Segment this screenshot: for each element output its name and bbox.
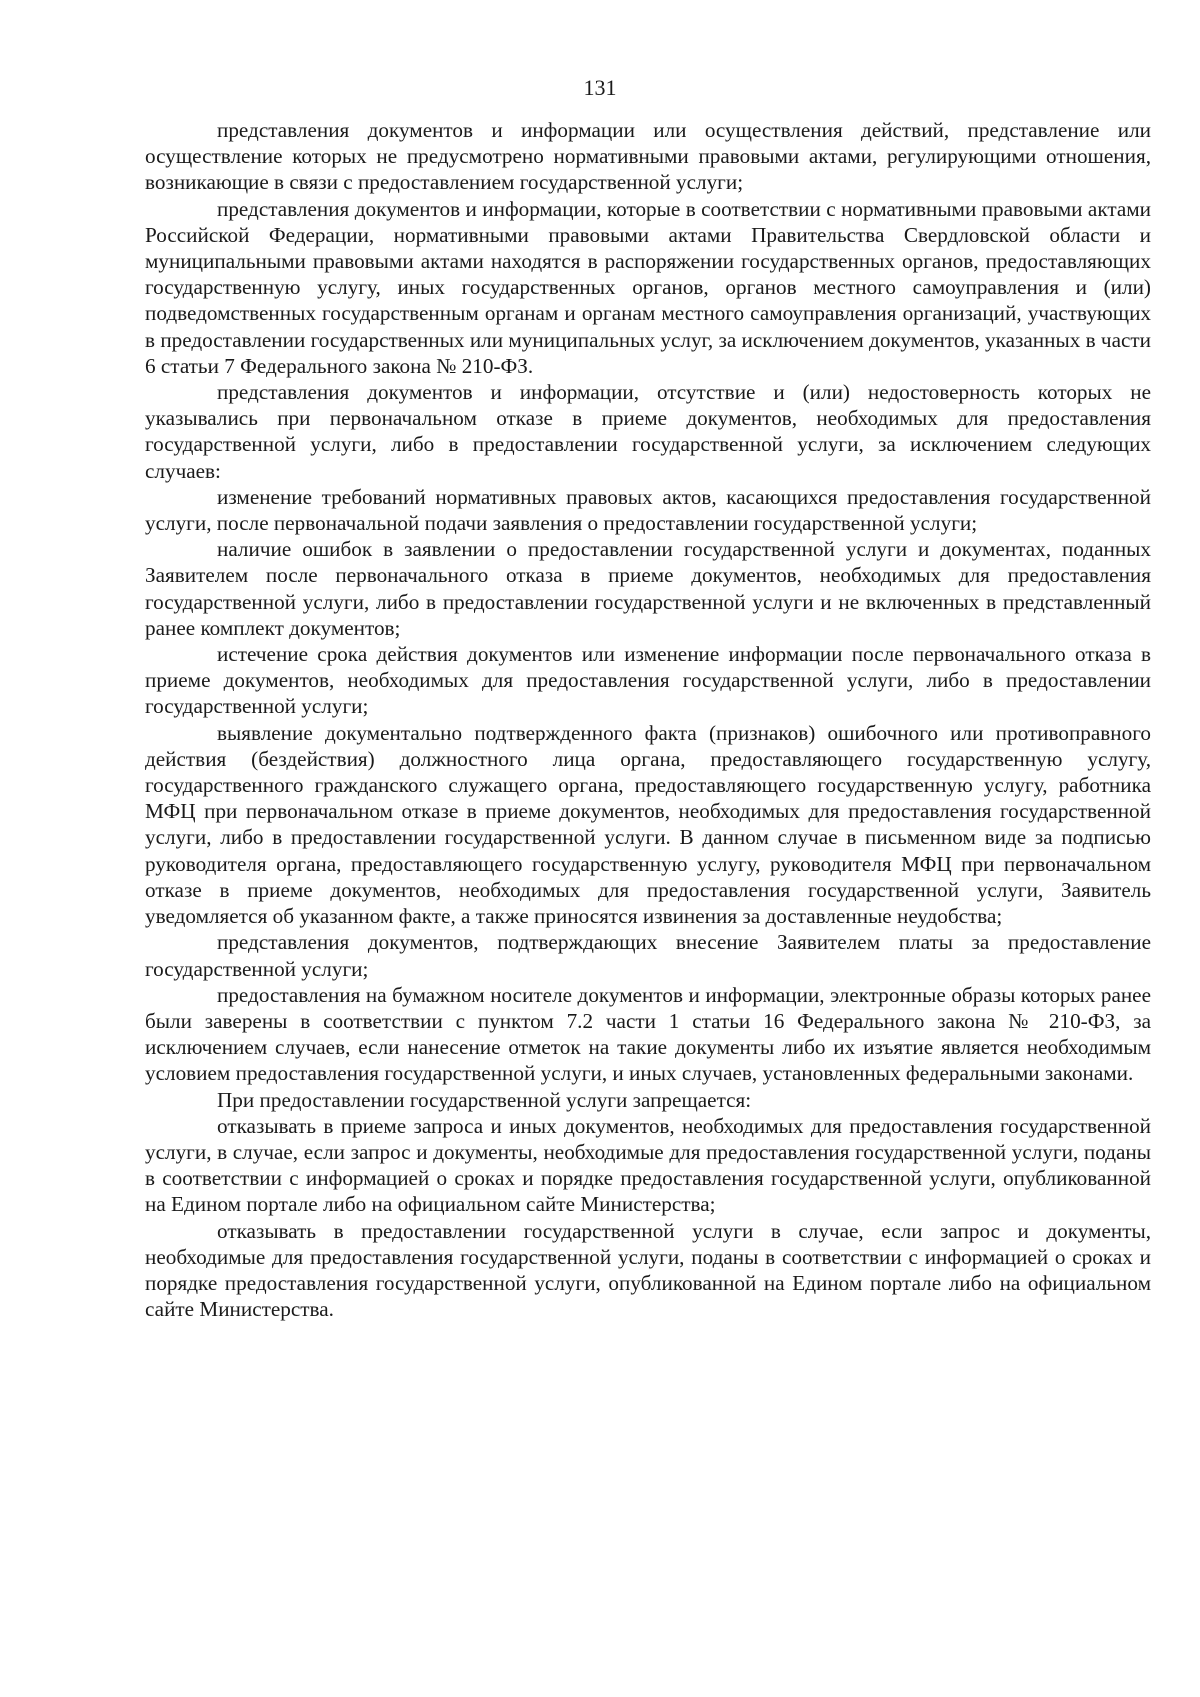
paragraph-3: представления документов и информации, отсутствие и (или) недостоверность которых не указывались при первоначальном отказе в приеме документов, необходимых для предоставления государственной услуги, либо в предоставлении государственной услуги, за исключением следующих случаев: [145, 380, 1151, 483]
paragraph-8: представления документов, подтверждающих внесение Заявителем платы за предоставление государственной услуги; [145, 930, 1151, 981]
page-number: 131 [583, 75, 617, 100]
paragraph-10: При предоставлении государственной услуги запрещается: [217, 1087, 752, 1112]
paragraph-7: выявление документально подтвержденного факта (признаков) ошибочного или противоправного действия (бездействия) должностного лица органа, предоставляющего государственную услугу, государственного гражданского служащего органа, предоставляющего государственную услугу, работника МФЦ при первоначальном отказе в приеме документов, необходимых для предоставления государственной услуги, либо в предоставлении государственной услуги. В данном случае в письменном виде за подписью руководителя органа, предоставляющего государственную услугу, руководителя МФЦ при первоначальном отказе в приеме документов, необходимых для предоставления государственной услуги, Заявитель уведомляется об указанном факте, а также приносятся извинения за доставленные неудобства; [145, 720, 1151, 929]
paragraph-11: отказывать в приеме запроса и иных документов, необходимых для предоставления государственной услуги, в случае, если запрос и документы, необходимые для предоставления государственной услуги, поданы в соответствии с информацией о сроках и порядке предоставления государственной услуги, опубликованной на Едином портале либо на официальном сайте Министерства; [145, 1113, 1151, 1217]
paragraph-12: отказывать в предоставлении государственной услуги в случае, если запрос и документы, необходимые для предоставления государственной услуги, поданы в соответствии с информацией о сроках и порядке предоставления государственной услуги, опубликованной на Едином портале либо на официальном сайте Министерства. [145, 1218, 1151, 1322]
paragraph-9: предоставления на бумажном носителе документов и информации, электронные образы которых ранее были заверены в соответствии с пунктом 7.2 части 1 статьи 16 Федерального закона № 210-ФЗ, за исключением случаев, если нанесение отметок на такие документы либо их изъятие является необходимым условием предоставления государственной услуги, и иных случаев, установленных федеральными законами. [145, 982, 1151, 1086]
paragraph-2: представления документов и информации, которые в соответствии с нормативными правовыми актами Российской Федерации, нормативными правовыми актами Правительства Свердловской области и муниципальными правовыми актами находятся в распоряжении государственных органов, предоставляющих государственную услугу, иных государственных органов, органов местного самоуправления и (или) подведомственных государственным органам и органам местного самоуправления организаций, участвующих в предоставлении государственных или муниципальных услуг, за исключением документов, указанных в части 6 статьи 7 Федерального закона № 210-ФЗ. [145, 196, 1151, 378]
document-body [145, 117, 1151, 1322]
paragraph-6: истечение срока действия документов или изменение информации после первоначального отказа в приеме документов, необходимых для предоставления государственной услуги, либо в предоставлении государственной услуги; [145, 642, 1151, 719]
paragraph-5: наличие ошибок в заявлении о предоставлении государственной услуги и документах, поданных Заявителем после первоначального отказа в приеме документов, необходимых для предоставления государственной услуги, либо в предоставлении государственной услуги и не включенных в представленный ранее комплект документов; [145, 537, 1151, 640]
paragraph-1: представления документов и информации или осуществления действий, представление или осуществление которых не предусмотрено нормативными правовыми актами, регулирующими отношения, возникающие в связи с предоставлением государственной услуги; [145, 118, 1151, 195]
paragraph-4: изменение требований нормативных правовых актов, касающихся предоставления государственной услуги, после первоначальной подачи заявления о предоставлении государственной услуги; [145, 484, 1151, 536]
